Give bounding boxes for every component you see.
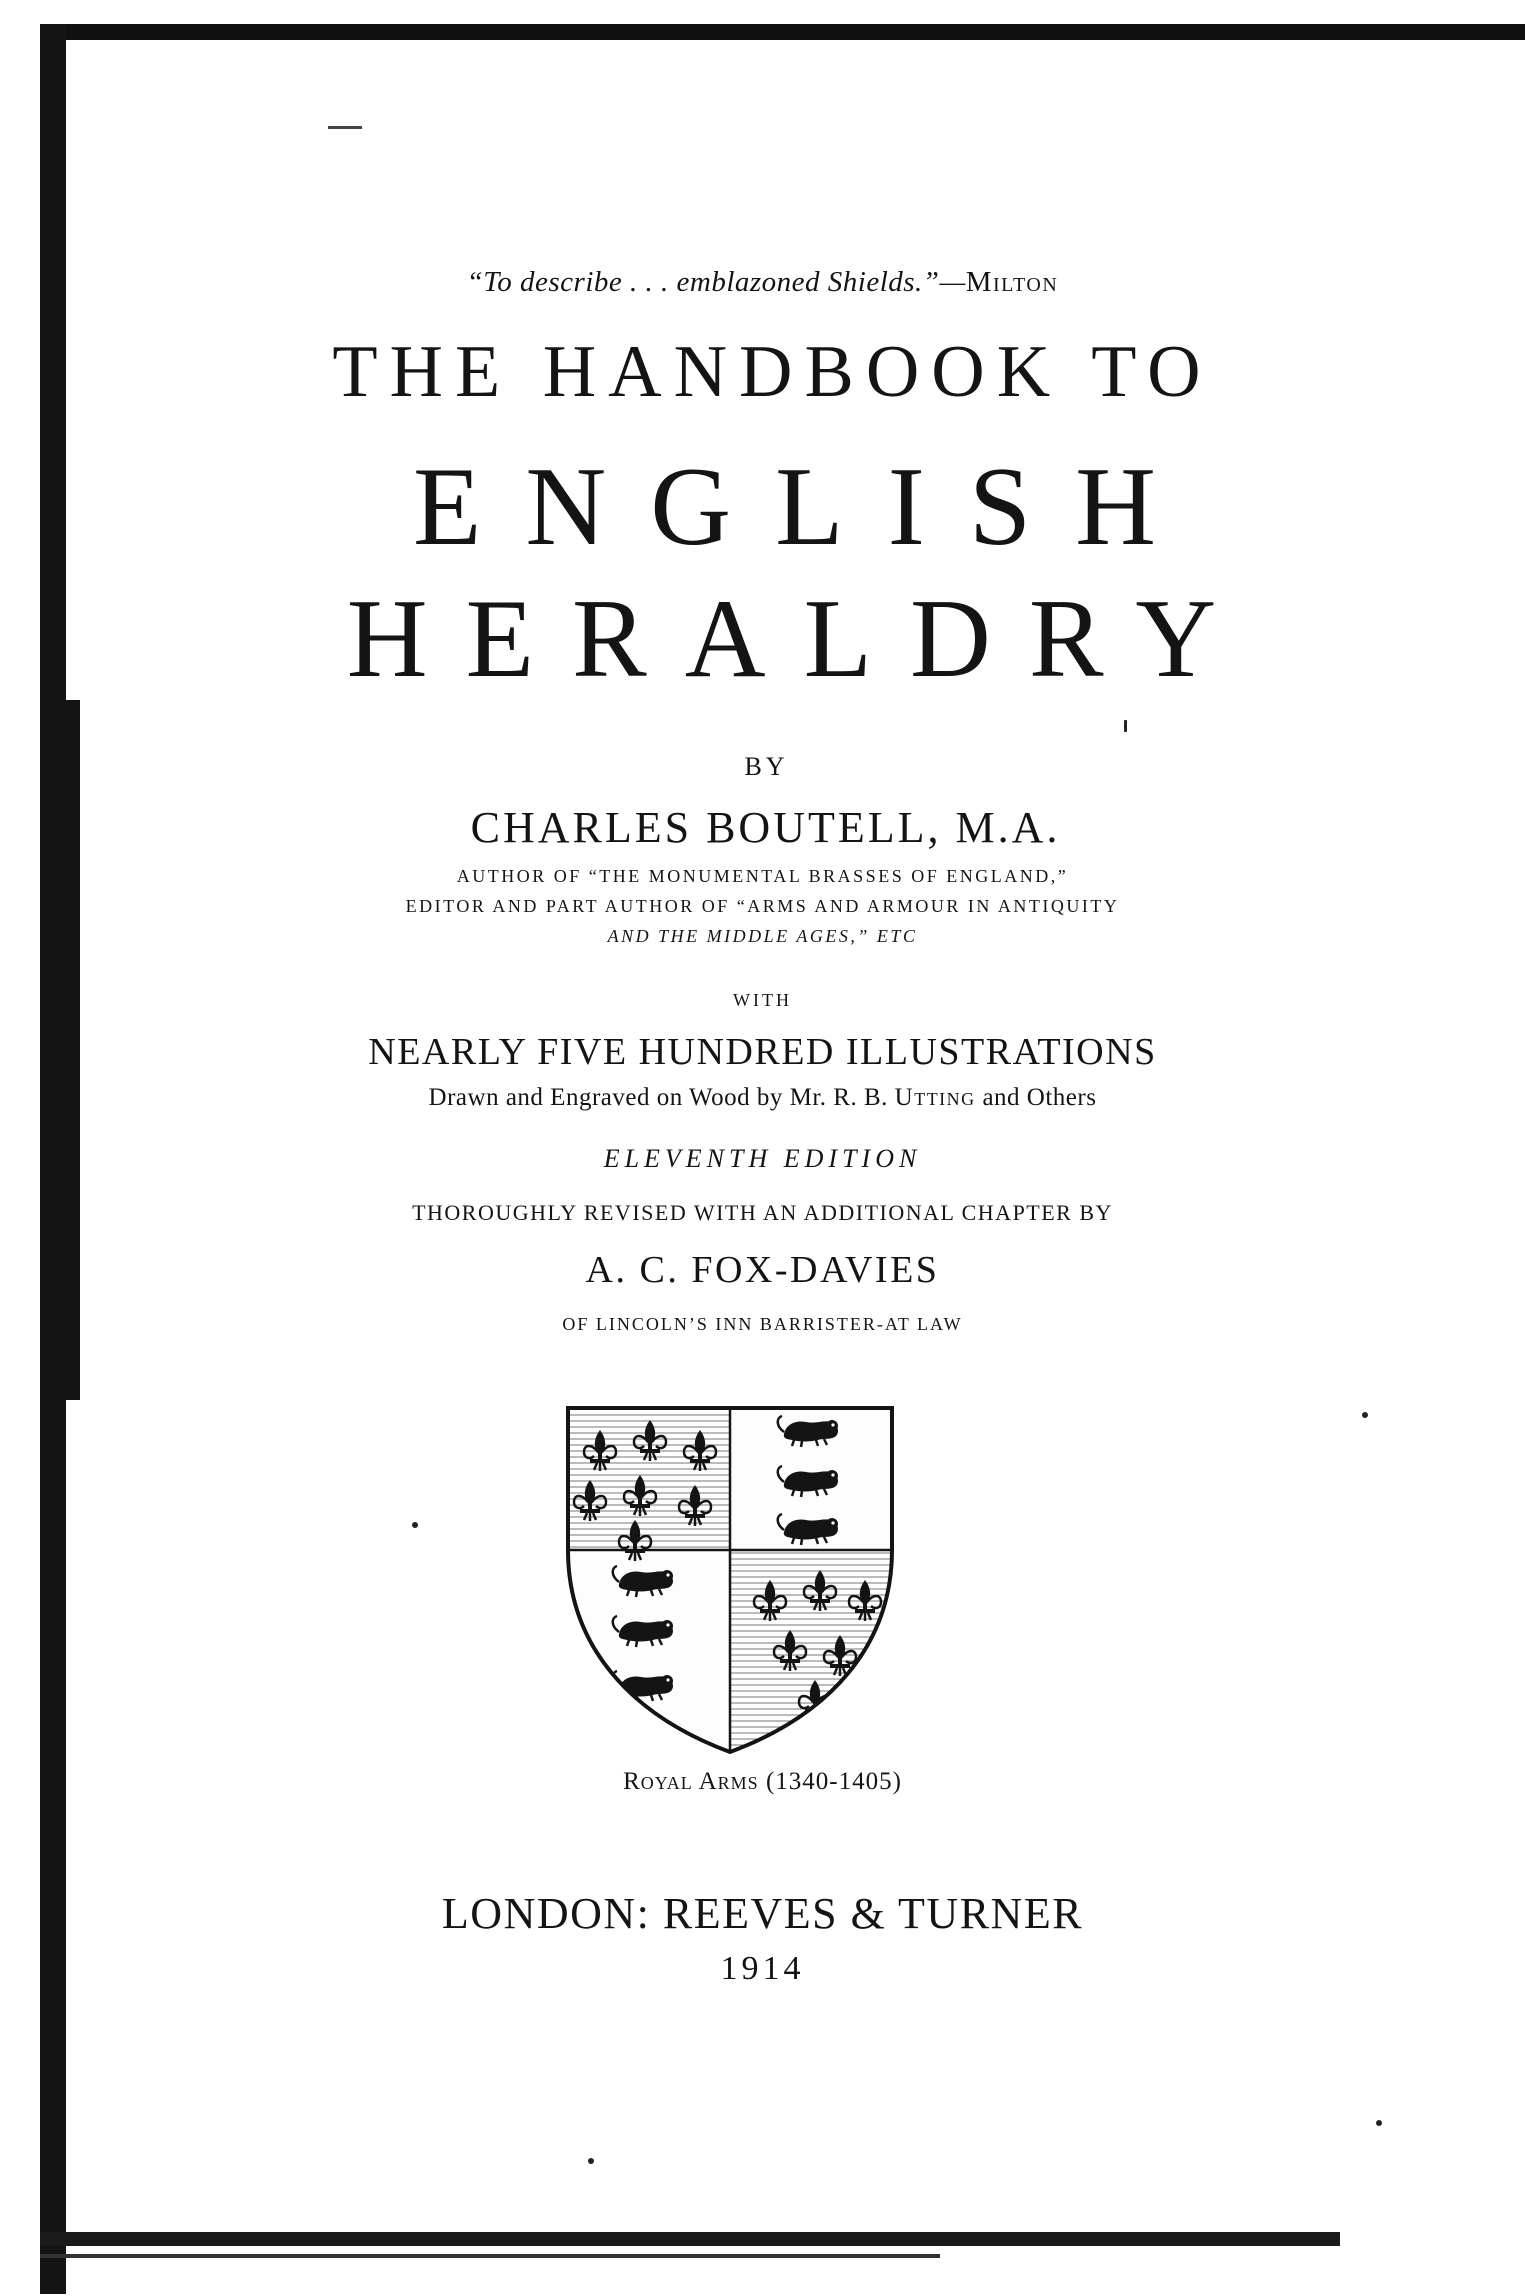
publication-year: 1914 (720, 1950, 805, 1987)
scan-mark (328, 126, 362, 129)
royal-arms-shield-icon (560, 1400, 900, 1760)
author-credits-3: AND THE MIDDLE AGES,” ETC (607, 926, 918, 946)
author-credits-1: AUTHOR OF “THE MONUMENTAL BRASSES OF ENGLAND,” (456, 866, 1069, 886)
caption-label: Royal Arms (623, 1768, 759, 1795)
title-line-2: ENGLISH (412, 445, 1201, 569)
edition: ELEVENTH EDITION (603, 1144, 922, 1173)
with-label: WITH (733, 990, 792, 1010)
epigraph (0, 266, 1525, 299)
author-name: CHARLES BOUTELL, M.A. (470, 803, 1061, 852)
scan-edge-bottom (40, 2232, 1340, 2246)
scan-edge-bottom-line (40, 2254, 940, 2258)
frontispiece-caption (0, 1768, 1525, 1796)
author-credits-2: EDITOR AND PART AUTHOR OF “ARMS AND ARMOUR IN ANTIQUITY (405, 896, 1120, 916)
reviser-name: A. C. FOX-DAVIES (585, 1249, 940, 1291)
engraving-credit (0, 1084, 1525, 1112)
scan-speck (1124, 720, 1127, 732)
title-line-3: HERALDRY (346, 577, 1255, 701)
scan-speck (588, 2158, 594, 2164)
reviser-affiliation: OF LINCOLN’S INN BARRISTER-AT LAW (562, 1314, 963, 1334)
scan-speck (412, 1522, 418, 1528)
byline: BY (744, 752, 789, 781)
scan-edge-top (40, 24, 1525, 40)
engraving-credit-prefix: Drawn and Engraved on Wood by Mr. R. B. (428, 1084, 895, 1111)
title-line-1: THE HANDBOOK TO (332, 331, 1213, 413)
engraver-name: Utting (894, 1084, 976, 1111)
caption-dates: (1340-1405) (758, 1768, 902, 1795)
epigraph-quote: “To describe . . . emblazoned Shields.”— (466, 266, 966, 298)
revision-note: THOROUGHLY REVISED WITH AN ADDITIONAL CHAPTER BY (412, 1200, 1113, 1225)
illustrations-title: NEARLY FIVE HUNDRED ILLUSTRATIONS (368, 1031, 1157, 1073)
publisher-imprint: LONDON: REEVES & TURNER (441, 1889, 1084, 1938)
epigraph-attribution: Milton (965, 266, 1059, 298)
scan-speck (1362, 1412, 1368, 1418)
engraving-credit-suffix: and Others (975, 1084, 1097, 1111)
scan-speck (1376, 2120, 1382, 2126)
